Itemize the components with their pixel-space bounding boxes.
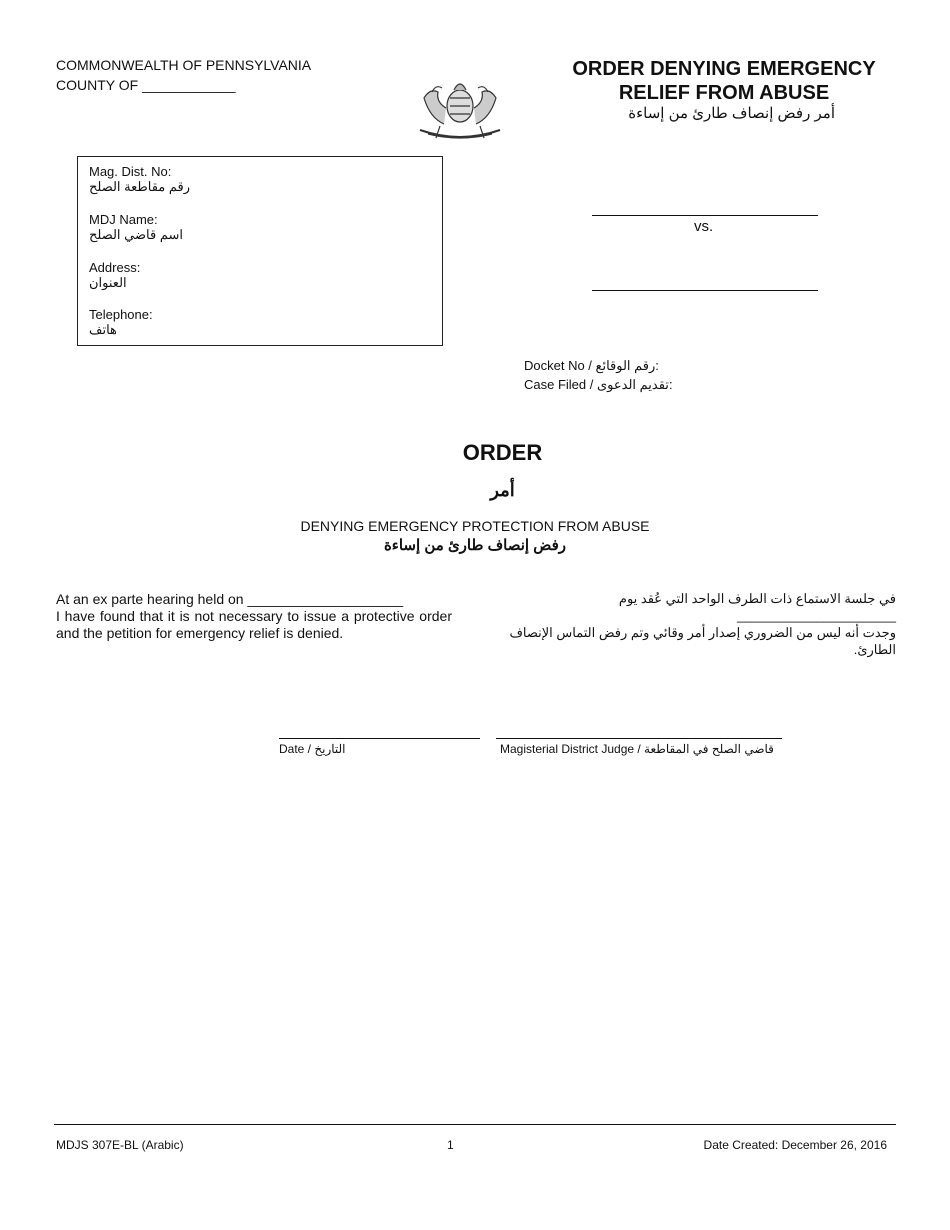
magdist-field (89, 164, 190, 194)
finding-text-arabic: وجدت أنه ليس من الضروري إصدار أمر وقائي وتم رفض التماس الإنصاف الطارئ. (509, 625, 896, 657)
order-heading: ORDER (462, 440, 543, 465)
hearing-date-line-arabic: في جلسة الاستماع ذات الطرف الواحد التي عُقد يوم ______________________ (618, 591, 896, 623)
case-filed-label: Case Filed / تقديم الدعوى: (524, 377, 673, 392)
order-subheading-arabic: رفض إنصاف طارئ من إساءة (383, 537, 567, 554)
court-header (56, 55, 311, 95)
footer-divider (54, 1124, 896, 1125)
defendant-line[interactable] (592, 290, 818, 291)
mdj-name-label: MDJ Name: (89, 212, 158, 227)
order-heading-arabic: أمر (490, 480, 515, 500)
address-label-arabic: العنوان (89, 275, 127, 290)
hearing-date-line: At an ex parte hearing held on ____________________ (56, 591, 404, 607)
mdj-name-field (89, 212, 183, 242)
state-name: COMMONWEALTH OF PENNSYLVANIA (56, 57, 312, 73)
address-label: Address: (89, 260, 141, 275)
plaintiff-line[interactable] (592, 215, 818, 216)
pennsylvania-seal-icon (410, 72, 510, 144)
date-label: Date / التاريخ (279, 742, 346, 756)
title-line-2: RELIEF FROM ABUSE (618, 82, 830, 104)
magdist-label-arabic: رقم مقاطعة الصلح (89, 179, 190, 194)
telephone-label-arabic: هاتف (89, 322, 117, 337)
address-field (89, 260, 140, 290)
judge-signature-line[interactable] (496, 738, 782, 739)
magdist-label: Mag. Dist. No: (89, 164, 172, 179)
telephone-field (89, 307, 153, 337)
docket-number-label: Docket No / رقم الوقائع: (524, 358, 659, 373)
judge-label: Magisterial District Judge / قاضي الصلح في المقاطعة (500, 742, 774, 756)
page-number: 1 (447, 1138, 454, 1152)
telephone-label: Telephone: (89, 307, 153, 322)
docket-info (524, 356, 673, 394)
court-info-box (77, 156, 443, 346)
form-title (554, 57, 894, 105)
title-line-1: ORDER DENYING EMERGENCY (572, 58, 876, 80)
date-signature-line[interactable] (279, 738, 480, 739)
finding-text: I have found that it is not necessary to issue a protective order and the petition for emergency relief is denied. (56, 608, 452, 641)
form-id: MDJS 307E-BL (Arabic) (56, 1138, 184, 1152)
versus-label: vs. (694, 218, 714, 235)
form-title-arabic: أمر رفض إنصاف طارئ من إساءة (628, 105, 835, 122)
order-body-arabic (474, 590, 896, 658)
county-name: COUNTY OF ____________ (56, 77, 236, 93)
mdj-name-label-arabic: اسم قاضي الصلح (89, 227, 183, 242)
order-subheading: DENYING EMERGENCY PROTECTION FROM ABUSE (300, 518, 650, 534)
date-created: Date Created: December 26, 2016 (703, 1138, 887, 1152)
order-body-english (56, 591, 452, 642)
